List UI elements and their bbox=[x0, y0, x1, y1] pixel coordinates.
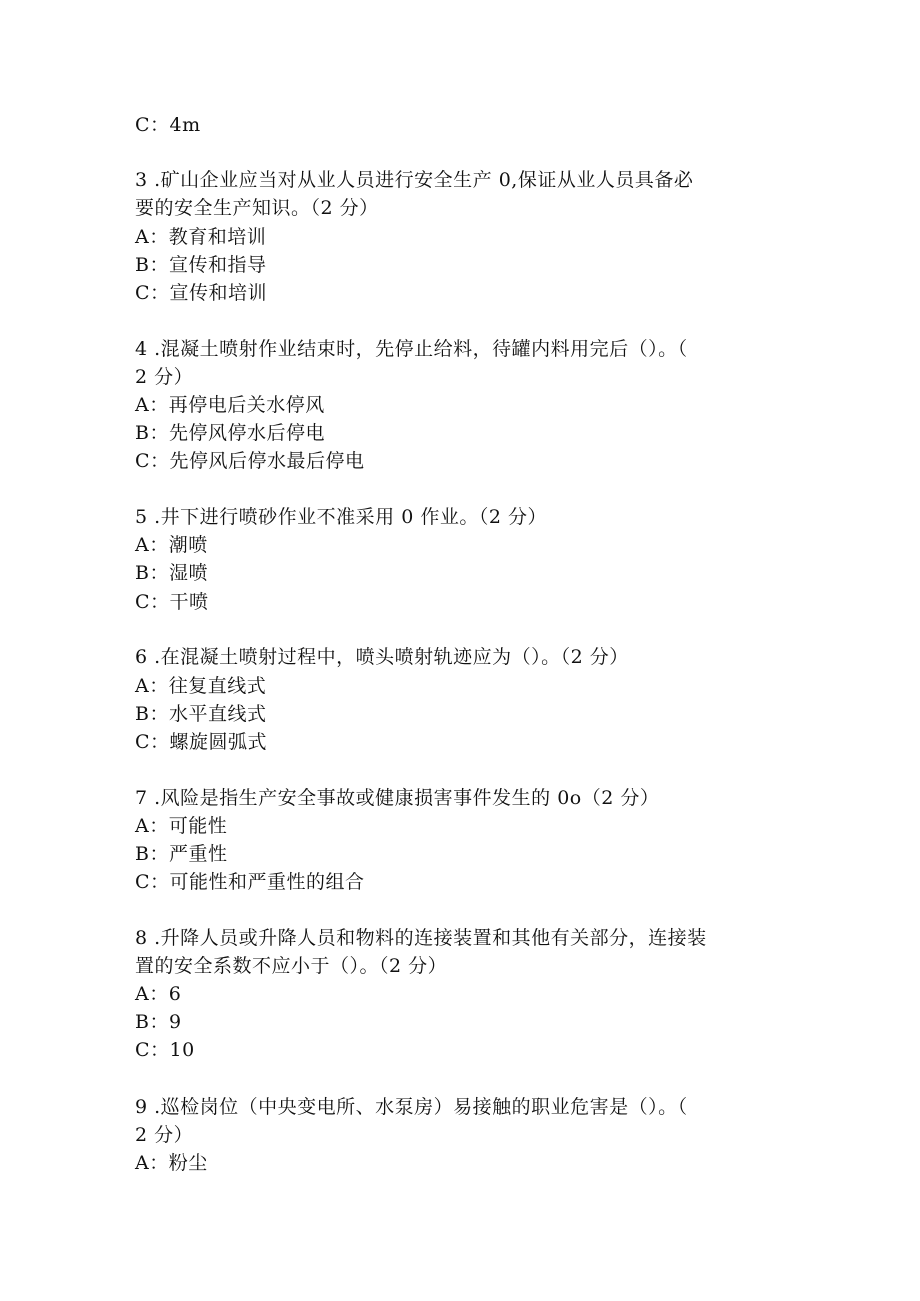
question-4-text-line-1: 4 .混凝土喷射作业结束时，先停止给料，待罐内料用完后（）。（ bbox=[135, 338, 688, 360]
question-8-option-c: C：10 bbox=[135, 1039, 195, 1061]
question-3-text-line-2: 要的安全生产知识。（2 分） bbox=[135, 197, 379, 219]
question-8-option-b: B：9 bbox=[135, 1011, 182, 1033]
question-9-text-line-1: 9 .巡检岗位（中央变电所、水泵房）易接触的职业危害是（）。（ bbox=[135, 1096, 688, 1118]
question-3-text-line-1: 3 .矿山企业应当对从业人员进行安全生产 0,保证从业人员具备必 bbox=[135, 169, 694, 191]
question-5-option-c: C：干喷 bbox=[135, 591, 209, 613]
question-6-option-a: A：往复直线式 bbox=[135, 675, 267, 697]
question-5-option-b: B：湿喷 bbox=[135, 562, 208, 584]
question-8-option-a: A：6 bbox=[135, 983, 182, 1005]
question-9-option-a: A：粉尘 bbox=[135, 1152, 208, 1174]
question-4-text-line-2: 2 分） bbox=[135, 366, 194, 388]
question-8-text-line-1: 8 .升降人员或升降人员和物料的连接装置和其他有关部分，连接装 bbox=[135, 927, 707, 949]
question-6-option-b: B：水平直线式 bbox=[135, 703, 267, 725]
question-4-option-b: B：先停风停水后停电 bbox=[135, 422, 325, 444]
question-9-text-line-2: 2 分） bbox=[135, 1124, 194, 1146]
question-6-text-line-1: 6 .在混凝土喷射过程中，喷头喷射轨迹应为（）。（2 分） bbox=[135, 646, 629, 668]
prev-question-option-c: C：4m bbox=[135, 114, 201, 136]
question-7-option-b: B：严重性 bbox=[135, 843, 228, 865]
question-6-option-c: C：螺旋圆弧式 bbox=[135, 731, 268, 753]
question-5-option-a: A：潮喷 bbox=[135, 534, 208, 556]
question-5-text-line-1: 5 .井下进行喷砂作业不准采用 0 作业。（2 分） bbox=[135, 506, 547, 528]
question-7-option-a: A：可能性 bbox=[135, 815, 228, 837]
question-7-option-c: C：可能性和严重性的组合 bbox=[135, 871, 365, 893]
question-3-option-a: A：教育和培训 bbox=[135, 226, 267, 248]
question-8-text-line-2: 置的安全系数不应小于（）。（2 分） bbox=[135, 955, 448, 977]
question-3-option-c: C：宣传和培训 bbox=[135, 282, 268, 304]
question-4-option-a: A：再停电后关水停风 bbox=[135, 394, 325, 416]
question-4-option-c: C：先停风后停水最后停电 bbox=[135, 450, 365, 472]
question-3-option-b: B：宣传和指导 bbox=[135, 254, 267, 276]
question-7-text-line-1: 7 .风险是指生产安全事故或健康损害事件发生的 0o（2 分） bbox=[135, 787, 660, 809]
